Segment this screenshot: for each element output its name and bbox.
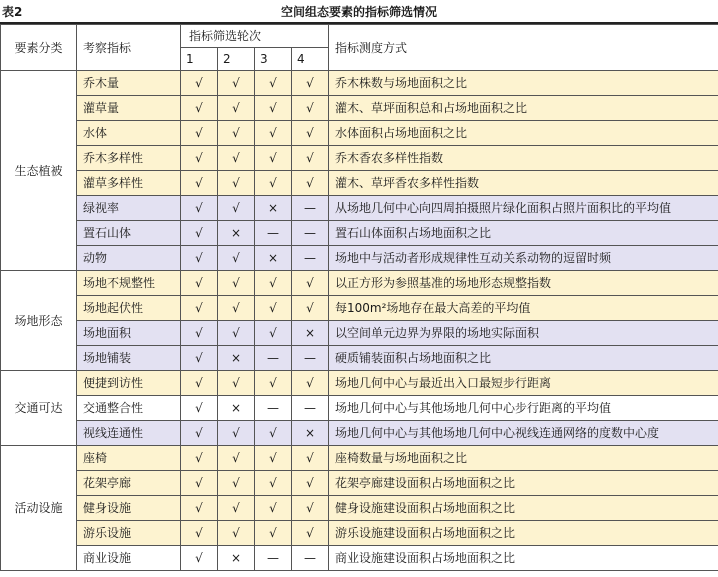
round-4-mark: — <box>292 346 329 371</box>
round-1-mark: √ <box>181 321 218 346</box>
round-1-mark: √ <box>181 346 218 371</box>
header-indicator: 考察指标 <box>77 25 181 71</box>
indicator-cell: 场地不规整性 <box>77 271 181 296</box>
round-2-mark: √ <box>218 196 255 221</box>
table-row <box>1 121 718 146</box>
header-row <box>1 25 718 48</box>
round-3-mark: √ <box>255 121 292 146</box>
indicator-cell: 动物 <box>77 246 181 271</box>
round-2-mark: √ <box>218 246 255 271</box>
method-cell: 从场地几何中心向四周拍摄照片绿化面积占照片面积比的平均值 <box>329 196 718 221</box>
indicator-cell: 乔木多样性 <box>77 146 181 171</box>
table-row <box>1 296 718 321</box>
round-4-mark: √ <box>292 521 329 546</box>
method-cell: 灌木、草坪香农多样性指数 <box>329 171 718 196</box>
method-cell: 硬质铺装面积占场地面积之比 <box>329 346 718 371</box>
table-row <box>1 371 718 396</box>
round-1-mark: √ <box>181 221 218 246</box>
table-row <box>1 96 718 121</box>
indicator-table <box>0 24 718 571</box>
method-cell: 以空间单元边界为界限的场地实际面积 <box>329 321 718 346</box>
round-3-mark: × <box>255 196 292 221</box>
category-cell: 交通可达 <box>1 371 77 446</box>
round-1-mark: √ <box>181 546 218 571</box>
table-row <box>1 171 718 196</box>
round-1-mark: √ <box>181 171 218 196</box>
round-4-mark: √ <box>292 496 329 521</box>
round-3-mark: √ <box>255 371 292 396</box>
round-4-mark: √ <box>292 121 329 146</box>
round-3-mark: — <box>255 221 292 246</box>
round-1-mark: √ <box>181 396 218 421</box>
round-4-mark: — <box>292 221 329 246</box>
method-cell: 花架亭廊建设面积占场地面积之比 <box>329 471 718 496</box>
table-title: 空间组态要素的指标筛选情况 <box>280 5 437 19</box>
round-4-mark: √ <box>292 371 329 396</box>
round-2-mark: √ <box>218 96 255 121</box>
method-cell: 每100m²场地存在最大高差的平均值 <box>329 296 718 321</box>
category-cell: 生态植被 <box>1 71 77 271</box>
round-2-mark: √ <box>218 71 255 96</box>
round-2-mark: √ <box>218 296 255 321</box>
round-1-mark: √ <box>181 446 218 471</box>
indicator-cell: 水体 <box>77 121 181 146</box>
table-row <box>1 421 718 446</box>
method-cell: 游乐设施建设面积占场地面积之比 <box>329 521 718 546</box>
round-4-mark: × <box>292 421 329 446</box>
round-3-mark: √ <box>255 271 292 296</box>
round-1-mark: √ <box>181 471 218 496</box>
indicator-cell: 灌草多样性 <box>77 171 181 196</box>
header-round-2: 2 <box>218 48 255 71</box>
round-2-mark: √ <box>218 471 255 496</box>
indicator-cell: 置石山体 <box>77 221 181 246</box>
method-cell: 场地几何中心与其他场地几何中心视线连通网络的度数中心度 <box>329 421 718 446</box>
table-row <box>1 146 718 171</box>
round-4-mark: — <box>292 246 329 271</box>
table-header <box>0 0 718 22</box>
round-1-mark: √ <box>181 271 218 296</box>
round-2-mark: √ <box>218 146 255 171</box>
round-3-mark: × <box>255 246 292 271</box>
header-category: 要素分类 <box>1 25 77 71</box>
method-cell: 场地几何中心与最近出入口最短步行距离 <box>329 371 718 396</box>
round-2-mark: √ <box>218 521 255 546</box>
indicator-cell: 乔木量 <box>77 71 181 96</box>
method-cell: 座椅数量与场地面积之比 <box>329 446 718 471</box>
round-3-mark: √ <box>255 496 292 521</box>
round-1-mark: √ <box>181 496 218 521</box>
round-2-mark: √ <box>218 321 255 346</box>
round-3-mark: — <box>255 546 292 571</box>
method-cell: 置石山体面积占场地面积之比 <box>329 221 718 246</box>
round-2-mark: √ <box>218 496 255 521</box>
round-4-mark: √ <box>292 446 329 471</box>
method-cell: 场地几何中心与其他场地几何中心步行距离的平均值 <box>329 396 718 421</box>
round-1-mark: √ <box>181 121 218 146</box>
round-2-mark: × <box>218 221 255 246</box>
table-row <box>1 196 718 221</box>
round-1-mark: √ <box>181 96 218 121</box>
round-4-mark: √ <box>292 271 329 296</box>
indicator-cell: 视线连通性 <box>77 421 181 446</box>
table-row <box>1 546 718 571</box>
category-cell: 活动设施 <box>1 446 77 571</box>
round-2-mark: √ <box>218 271 255 296</box>
table-label: 表2 <box>2 5 23 19</box>
round-4-mark: √ <box>292 71 329 96</box>
indicator-cell: 座椅 <box>77 446 181 471</box>
round-2-mark: √ <box>218 171 255 196</box>
table-row <box>1 71 718 96</box>
round-4-mark: — <box>292 396 329 421</box>
round-4-mark: — <box>292 196 329 221</box>
header-round-3: 3 <box>255 48 292 71</box>
round-2-mark: √ <box>218 446 255 471</box>
round-2-mark: √ <box>218 371 255 396</box>
indicator-cell: 商业设施 <box>77 546 181 571</box>
header-round-4: 4 <box>292 48 329 71</box>
indicator-cell: 场地面积 <box>77 321 181 346</box>
round-4-mark: √ <box>292 171 329 196</box>
round-3-mark: — <box>255 396 292 421</box>
round-3-mark: √ <box>255 146 292 171</box>
round-1-mark: √ <box>181 296 218 321</box>
category-cell: 场地形态 <box>1 271 77 371</box>
round-3-mark: √ <box>255 296 292 321</box>
table-row <box>1 271 718 296</box>
indicator-cell: 便捷到访性 <box>77 371 181 396</box>
round-2-mark: × <box>218 346 255 371</box>
round-3-mark: √ <box>255 96 292 121</box>
header-rounds-group: 指标筛选轮次 <box>181 25 329 48</box>
method-cell: 乔木香农多样性指数 <box>329 146 718 171</box>
indicator-cell: 交通整合性 <box>77 396 181 421</box>
round-1-mark: √ <box>181 196 218 221</box>
round-2-mark: √ <box>218 421 255 446</box>
round-3-mark: √ <box>255 171 292 196</box>
method-cell: 商业设施建设面积占场地面积之比 <box>329 546 718 571</box>
indicator-cell: 花架亭廊 <box>77 471 181 496</box>
method-cell: 健身设施建设面积占场地面积之比 <box>329 496 718 521</box>
table-row <box>1 396 718 421</box>
method-cell: 灌木、草坪面积总和占场地面积之比 <box>329 96 718 121</box>
table-row <box>1 446 718 471</box>
round-3-mark: — <box>255 346 292 371</box>
table-row <box>1 321 718 346</box>
round-1-mark: √ <box>181 146 218 171</box>
table-row <box>1 346 718 371</box>
method-cell: 乔木株数与场地面积之比 <box>329 71 718 96</box>
round-2-mark: × <box>218 546 255 571</box>
header-method: 指标测度方式 <box>329 25 718 71</box>
method-cell: 以正方形为参照基准的场地形态规整指数 <box>329 271 718 296</box>
table-row <box>1 471 718 496</box>
indicator-cell: 健身设施 <box>77 496 181 521</box>
round-1-mark: √ <box>181 71 218 96</box>
round-3-mark: √ <box>255 446 292 471</box>
header-round-1: 1 <box>181 48 218 71</box>
round-1-mark: √ <box>181 421 218 446</box>
round-2-mark: × <box>218 396 255 421</box>
round-3-mark: √ <box>255 321 292 346</box>
round-1-mark: √ <box>181 371 218 396</box>
round-4-mark: √ <box>292 296 329 321</box>
table-row <box>1 221 718 246</box>
method-cell: 场地中与活动者形成规律性互动关系动物的逗留时频 <box>329 246 718 271</box>
round-4-mark: √ <box>292 146 329 171</box>
round-4-mark: × <box>292 321 329 346</box>
indicator-cell: 场地铺装 <box>77 346 181 371</box>
table-row <box>1 521 718 546</box>
round-1-mark: √ <box>181 521 218 546</box>
round-2-mark: √ <box>218 121 255 146</box>
round-3-mark: √ <box>255 521 292 546</box>
method-cell: 水体面积占场地面积之比 <box>329 121 718 146</box>
round-3-mark: √ <box>255 471 292 496</box>
table-row <box>1 496 718 521</box>
round-4-mark: — <box>292 546 329 571</box>
table-row <box>1 246 718 271</box>
round-3-mark: √ <box>255 71 292 96</box>
round-4-mark: √ <box>292 96 329 121</box>
indicator-cell: 绿视率 <box>77 196 181 221</box>
indicator-cell: 场地起伏性 <box>77 296 181 321</box>
round-4-mark: √ <box>292 471 329 496</box>
indicator-cell: 游乐设施 <box>77 521 181 546</box>
round-3-mark: √ <box>255 421 292 446</box>
indicator-cell: 灌草量 <box>77 96 181 121</box>
round-1-mark: √ <box>181 246 218 271</box>
